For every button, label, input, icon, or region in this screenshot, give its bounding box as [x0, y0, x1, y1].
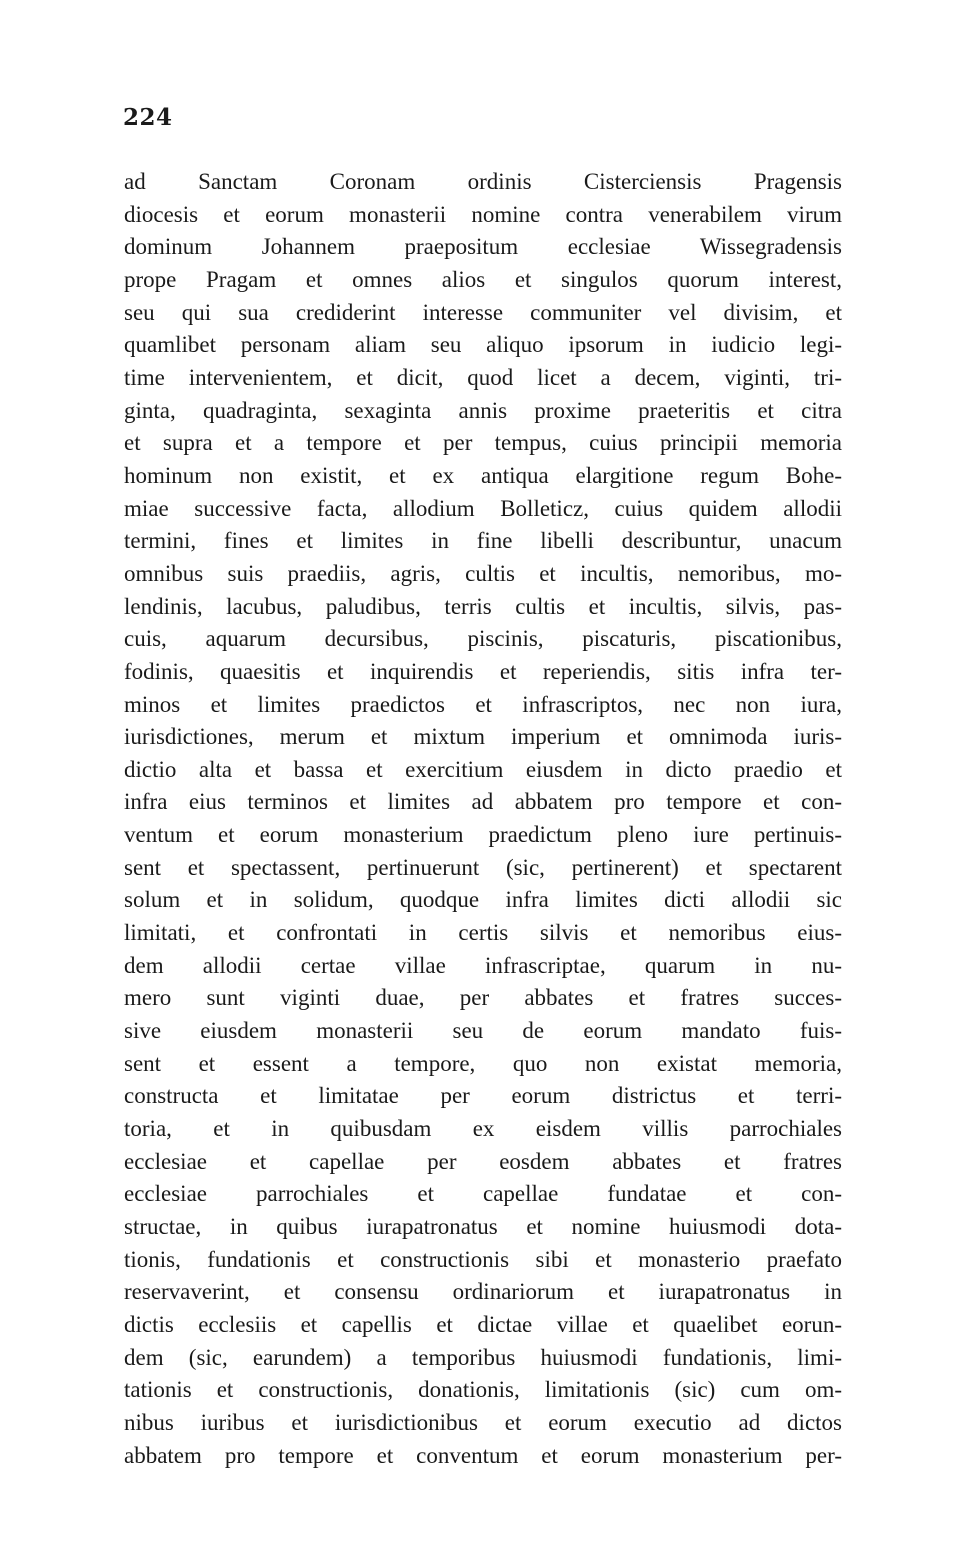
text-line: nibus iuribus et iurisdictionibus et eorum executio ad dictos: [124, 1409, 842, 1435]
text-line: sent et essent a tempore, quo non existat memoria,: [124, 1050, 842, 1076]
text-line: constructa et limitatae per eorum districtus et terri-: [124, 1083, 842, 1109]
page-number: 224: [123, 104, 173, 131]
text-line: ecclesiae et capellae per eosdem abbates et fratres: [124, 1148, 842, 1174]
text-line: diocesis et eorum monasterii nomine contra venerabilem virum: [124, 201, 842, 227]
text-line: dem (sic, earundem) a temporibus huiusmodi fundationis, limi-: [124, 1344, 842, 1370]
text-line: dem allodii certae villae infrascriptae, quarum in nu-: [124, 952, 842, 978]
text-line: fodinis, quaesitis et inquirendis et reperiendis, sitis infra ter-: [124, 658, 842, 684]
text-line: sent et spectassent, pertinuerunt (sic, pertinerent) et spectarent: [124, 854, 842, 880]
text-line: ginta, quadraginta, sexaginta annis proxime praeteritis et citra: [124, 397, 842, 423]
text-line: mero sunt viginti duae, per abbates et fratres succes-: [124, 985, 842, 1011]
text-line: cuis, aquarum decursibus, piscinis, piscaturis, piscationibus,: [124, 626, 842, 652]
text-line: reservaverint, et consensu ordinariorum et iurapatronatus in: [124, 1279, 842, 1305]
text-line: prope Pragam et omnes alios et singulos quorum interest,: [124, 266, 842, 292]
text-line: structae, in quibus iurapatronatus et nomine huiusmodi dota-: [124, 1214, 842, 1239]
text-line: sive eiusdem monasterii seu de eorum mandato fuis-: [124, 1018, 842, 1044]
body-text: [124, 166, 842, 1472]
text-line: hominum non existit, et ex antiqua elargitione regum Bohe-: [124, 462, 842, 488]
text-line: solum et in solidum, quodque infra limites dicti allodii sic: [124, 887, 842, 913]
text-line: et supra et a tempore et per tempus, cuius principii memoria: [124, 430, 842, 456]
text-line: time intervenientem, et dicit, quod licet a decem, viginti, tri-: [124, 364, 842, 390]
text-line: toria, et in quibusdam ex eisdem villis parrochiales: [124, 1116, 842, 1142]
text-line: minos et limites praedictos et infrascriptos, nec non iura,: [124, 691, 842, 717]
text-line: quamlibet personam aliam seu aliquo ipsorum in iudicio legi-: [124, 332, 842, 358]
text-line: limitati, et confrontati in certis silvis et nemoribus eius-: [124, 920, 842, 946]
text-line: iurisdictiones, merum et mixtum imperium et omnimoda iuris-: [124, 724, 842, 750]
text-line: infra eius terminos et limites ad abbatem pro tempore et con-: [124, 789, 842, 815]
text-line: miae successive facta, allodium Bolleticz, cuius quidem allodii: [124, 495, 842, 521]
text-line: dictio alta et bassa et exercitium eiusdem in dicto praedio et: [124, 756, 842, 782]
text-line: dictis ecclesiis et capellis et dictae villae et quaelibet eorun-: [124, 1311, 842, 1337]
text-line: termini, fines et limites in fine libelli describuntur, unacum: [124, 528, 842, 554]
text-line: seu qui sua crediderint interesse communiter vel divisim, et: [124, 299, 842, 325]
text-line: ad Sanctam Coronam ordinis Cisterciensis Pragensis: [124, 169, 842, 194]
text-line: omnibus suis praediis, agris, cultis et incultis, nemoribus, mo-: [124, 560, 842, 586]
text-line: ventum et eorum monasterium praedictum pleno iure pertinuis-: [124, 822, 842, 848]
text-line: ecclesiae parrochiales et capellae fundatae et con-: [124, 1181, 842, 1207]
text-line: lendinis, lacubus, paludibus, terris cultis et incultis, silvis, pas-: [124, 593, 842, 619]
text-line: abbatem pro tempore et conventum et eorum monasterium per-: [124, 1442, 842, 1468]
text-line: tationis et constructionis, donationis, limitationis (sic) cum om-: [124, 1377, 842, 1403]
text-line: dominum Johannem praepositum ecclesiae Wissegradensis: [124, 234, 842, 260]
text-line: tionis, fundationis et constructionis sibi et monasterio praefato: [124, 1246, 842, 1272]
